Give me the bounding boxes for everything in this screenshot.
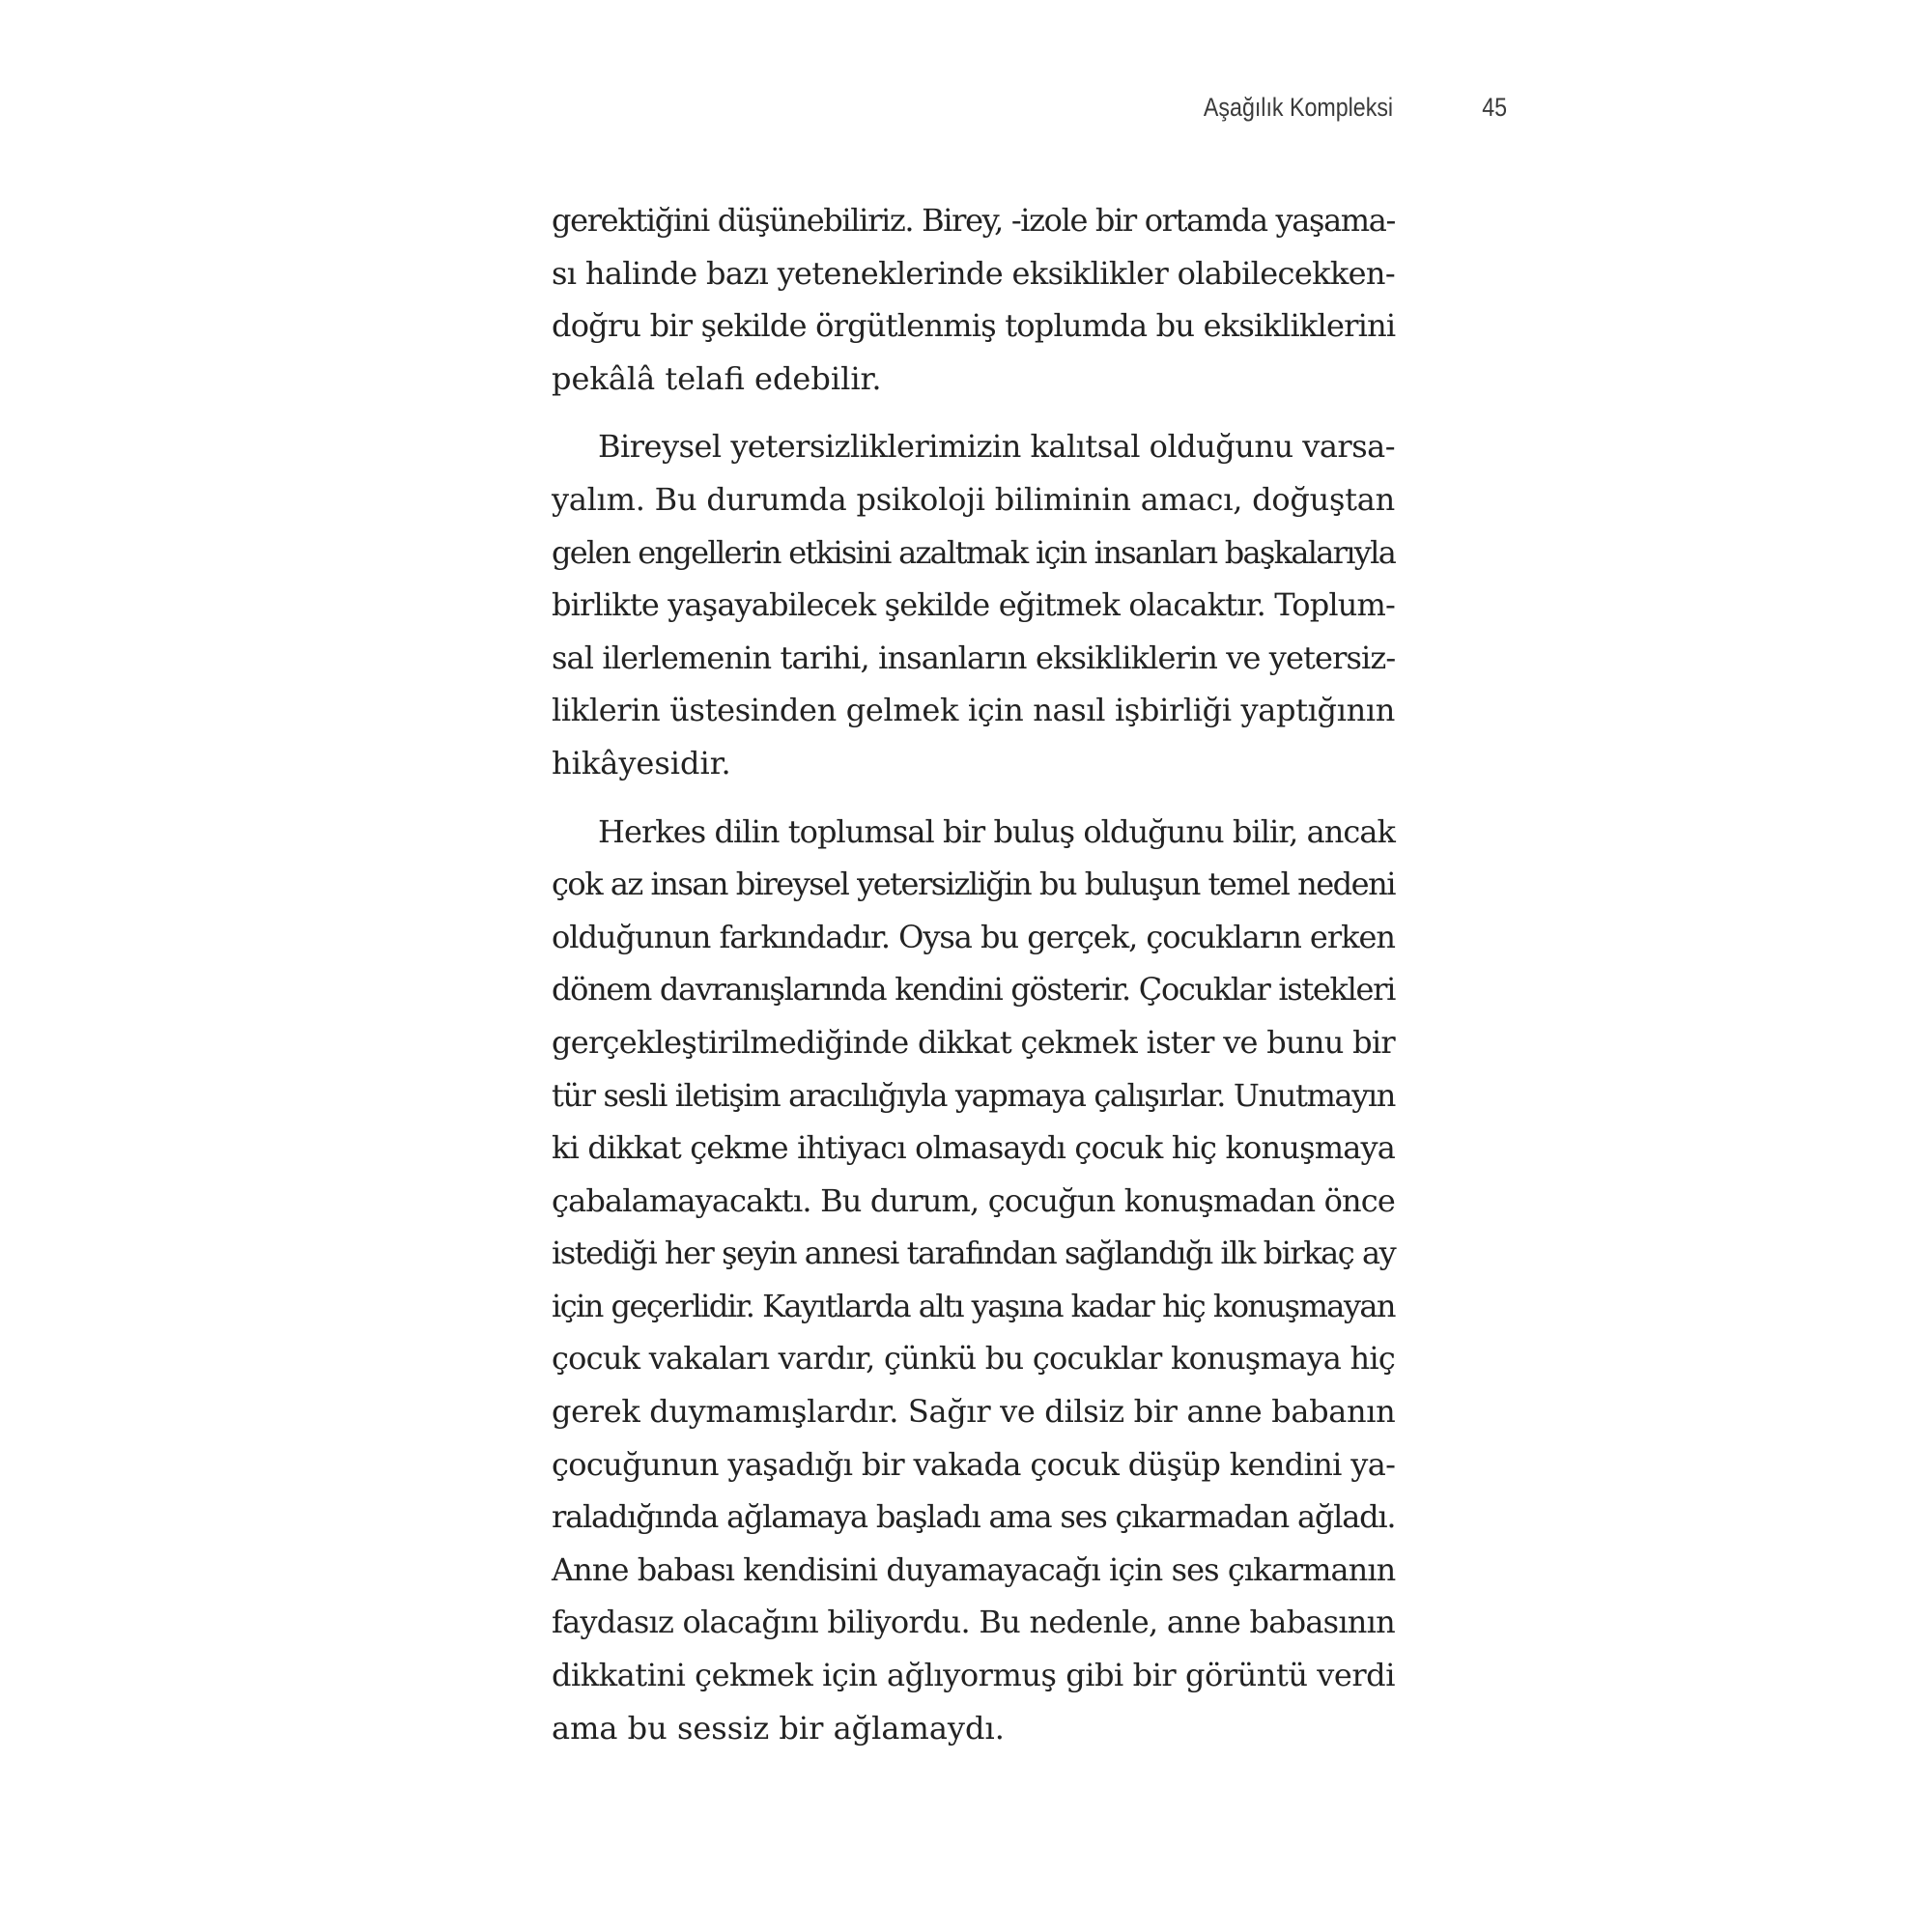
text-line: faydasız olacağını biliyordu. Bu nedenle, anne babasının	[552, 1604, 1395, 1641]
paragraph-1	[552, 194, 1395, 405]
text-line: için geçerlidir. Kayıtlarda altı yaşına kadar hiç konuşmayan	[552, 1287, 1395, 1324]
body-text	[552, 194, 1395, 1754]
text-line: Bireysel yetersizliklerimizin kalıtsal olduğunu varsa-	[598, 428, 1396, 466]
text-line: tür sesli iletişim aracılığıyla yapmaya çalışırlar. Unutmayın	[552, 1076, 1396, 1114]
text-line: Anne babası kendisini duyamayacağı için ses çıkarmanın	[552, 1550, 1396, 1588]
text-line: doğru bir şekilde örgütlenmiş toplumda bu eksikliklerini	[552, 307, 1396, 345]
text-line: çocuğunun yaşadığı bir vakada çocuk düşüp kendini ya-	[552, 1445, 1396, 1483]
running-header	[1063, 93, 1507, 131]
paragraph-2	[552, 420, 1395, 789]
text-line: gelen engellerin etkisini azaltmak için insanları başkalarıyla	[552, 533, 1396, 571]
text-line: raladığında ağlamaya başladı ama ses çıkarmadan ağladı.	[552, 1498, 1396, 1536]
text-line: dönem davranışlarında kendini gösterir. Çocuklar istekleri	[552, 971, 1395, 1009]
text-line: gerek duymamışlardır. Sağır ve dilsiz bir anne babanın	[552, 1393, 1396, 1431]
text-line: gerektiğini düşünebiliriz. Birey, -izole bir ortamda yaşama-	[552, 202, 1395, 239]
text-line: istediği her şeyin annesi tarafından sağlandığı ilk birkaç ay	[552, 1235, 1396, 1272]
text-line: çabalamayacaktı. Bu durum, çocuğun konuşmadan önce	[552, 1181, 1395, 1219]
text-line: dikkatini çekmek için ağlıyormuş gibi bir görüntü verdi	[552, 1657, 1395, 1694]
text-line: çok az insan bireysel yetersizliğin bu buluşun temel nedeni	[552, 866, 1395, 903]
running-title: Aşağılık Kompleksi	[1203, 93, 1393, 122]
text-line: olduğunun farkındadır. Oysa bu gerçek, çocukların erken	[552, 918, 1396, 955]
paragraph-3	[552, 806, 1395, 1755]
page-number: 45	[1482, 93, 1507, 122]
text-line: ama bu sessiz bir ağlamaydı.	[552, 1709, 1005, 1747]
text-line: sı halinde bazı yeteneklerinde eksiklikler olabilecekken-	[552, 254, 1396, 292]
text-line: çocuk vakaları vardır, çünkü bu çocuklar konuşmaya hiç	[552, 1340, 1395, 1378]
text-line: hikâyesidir.	[552, 744, 731, 781]
text-line: gerçekleştirilmediğinde dikkat çekmek ister ve bunu bir	[552, 1023, 1395, 1061]
text-line: birlikte yaşayabilecek şekilde eğitmek olacaktır. Toplum-	[552, 586, 1395, 624]
text-line: liklerin üstesinden gelmek için nasıl işbirliği yaptığının	[552, 692, 1396, 729]
text-line: sal ilerlemenin tarihi, insanların eksikliklerin ve yetersiz-	[552, 639, 1396, 676]
text-line: ki dikkat çekme ihtiyacı olmasaydı çocuk hiç konuşmaya	[552, 1129, 1396, 1167]
text-line: pekâlâ telafi edebilir.	[552, 359, 882, 397]
text-line: Herkes dilin toplumsal bir buluş olduğunu bilir, ancak	[598, 812, 1395, 850]
text-line: yalım. Bu durumda psikoloji biliminin amacı, doğuştan	[552, 480, 1395, 518]
